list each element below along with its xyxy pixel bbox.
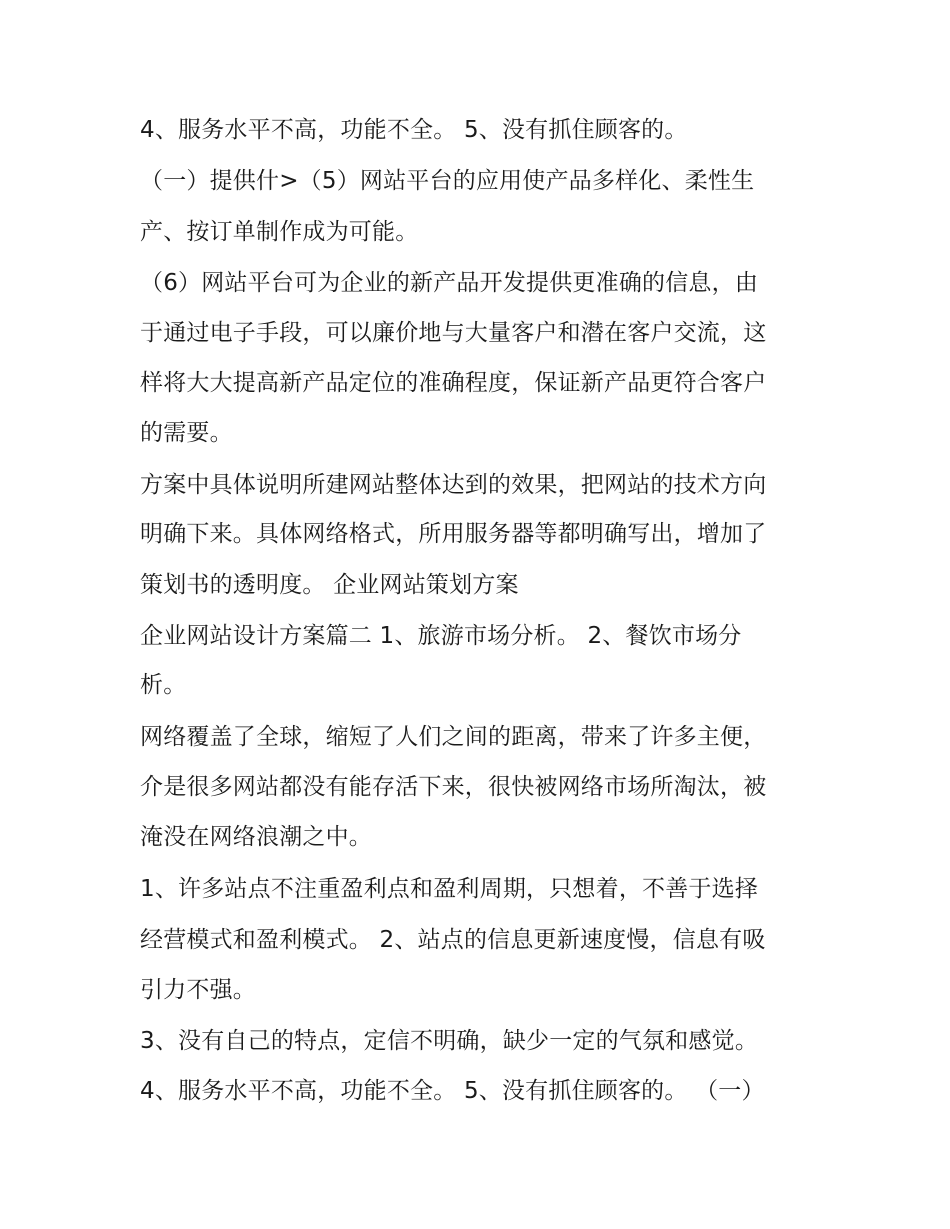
text-line: 样将大大提高新产品定位的准确程度，保证新产品更符合客户 [140, 370, 767, 396]
text-line: 于通过电子手段，可以廉价地与大量客户和潜在客户交流，这 [140, 320, 767, 346]
text-line: 策划书的透明度。 企业网站策划方案 [140, 572, 519, 598]
text-line: 介是很多网站都没有能存活下来，很快被网络市场所淘汰，被 [140, 774, 767, 800]
text-line: 淹没在网络浪潮之中。 [140, 824, 372, 850]
text-line: 4、服务水平不高，功能不全。 5、没有抓住顾客的。 （一） [140, 1078, 765, 1104]
text-line: （6）网站平台可为企业的新产品开发提供更准确的信息，由 [140, 270, 759, 296]
text-line: 析。 [140, 672, 187, 698]
text-line: 3、没有自己的特点，定信不明确，缺少一定的气氛和感觉。 [140, 1028, 759, 1054]
text-line: （一）提供什>（5）网站平台的应用使产品多样化、柔性生 [140, 168, 755, 194]
text-line: 企业网站设计方案篇二 1、旅游市场分析。 2、餐饮市场分 [140, 623, 742, 649]
text-line: 网络覆盖了全球，缩短了人们之间的距离，带来了许多主便， [140, 724, 767, 750]
text-line: 方案中具体说明所建网站整体达到的效果，把网站的技术方向 [140, 472, 767, 498]
text-line: 引力不强。 [140, 977, 256, 1003]
text-line: 明确下来。具体网络格式，所用服务器等都明确写出，增加了 [140, 521, 767, 547]
text-line: 的需要。 [140, 420, 233, 446]
text-line: 4、服务水平不高，功能不全。 5、没有抓住顾客的。 [140, 117, 688, 143]
text-line: 经营模式和盈利模式。 2、站点的信息更新速度慢，信息有吸 [140, 927, 766, 953]
text-line: 产、按订单制作成为可能。 [140, 219, 419, 245]
text-line: 1、许多站点不注重盈利点和盈利周期，只想着，不善于选择 [140, 876, 759, 902]
